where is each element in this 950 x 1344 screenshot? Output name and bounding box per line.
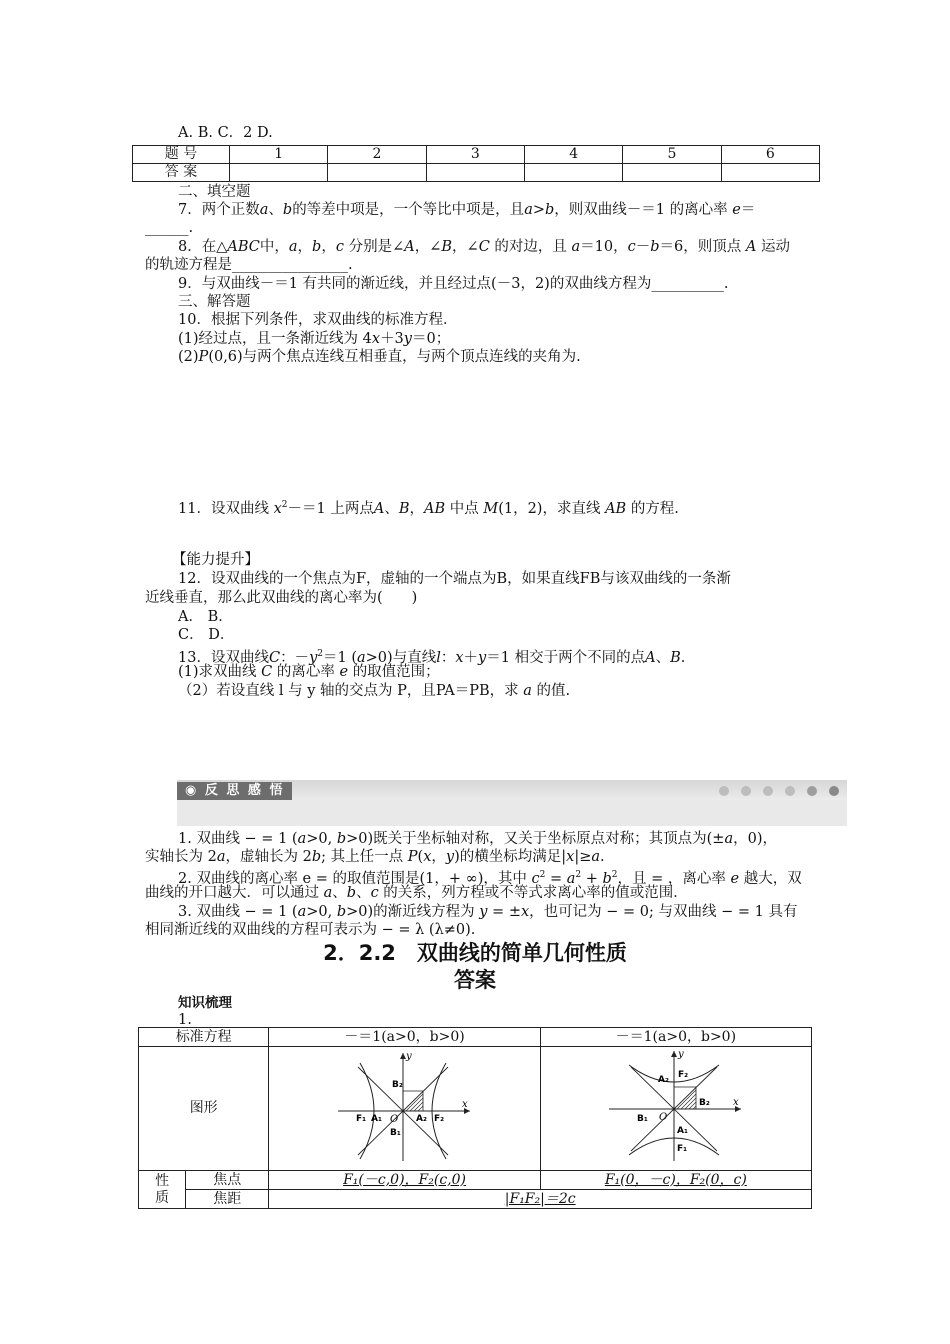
banner-dot [785,786,795,796]
q6-options: A. B. C．2 D. [178,125,273,141]
svg-text:A₁: A₁ [676,1126,688,1136]
answer-num-1: 1 [230,146,328,164]
answer-num-6: 6 [721,146,819,164]
q7-blank: ______. [145,220,194,236]
answer-table [132,145,820,182]
q10-part1: (1)经过点，且一条渐近线为 4x＋3y＝0； [178,331,451,347]
banner-label: ◉ 反 思 感 悟 [177,782,292,800]
q10-part2: (2)P(0,6)与两个焦点连线互相垂直，与两个顶点连线的夹角为. [178,349,581,365]
graph-vertical-cell [540,1047,811,1171]
hyperbola-horizontal-figure [330,1047,480,1165]
q10-stem: 10．根据下列条件，求双曲线的标准方程． [178,312,458,328]
std-eq-header: 标准方程 [139,1028,269,1047]
section-fill-blank: 二、填空题 [178,184,251,200]
svg-text:B₁: B₁ [389,1128,401,1138]
answer-table-header: 题 号 [133,146,230,164]
property-label: 性 质 [139,1171,186,1209]
q11: 11．设双曲线 $x^2-=1$ 上两点A、B，AB 中点 M(1，2)，求直线 AB 的方程. [178,500,679,517]
svg-text:F₁: F₁ [355,1114,366,1124]
answer-row-label: 答 案 [133,164,230,182]
banner-dot [741,786,751,796]
std-eq-horizontal: －＝1(a>0，b>0) [269,1028,540,1047]
graph-horizontal-cell [269,1047,540,1171]
banner-dot [829,786,839,796]
focus-label: 焦点 [186,1171,269,1190]
answer-num-4: 4 [524,146,622,164]
svg-text:B₁: B₁ [636,1114,648,1124]
svg-text:x: x [732,1097,739,1108]
item-1: 1. [178,1012,192,1028]
properties-table [138,1027,812,1209]
section-title: 2．2.2 双曲线的简单几何性质 [323,941,627,965]
banner-dot [763,786,773,796]
answer-num-3: 3 [426,146,524,164]
q13-part1: (1)求双曲线 C 的离心率 e 的取值范围； [178,664,440,680]
q12-options-cd: C． D． [178,627,235,643]
svg-text:A₂: A₂ [415,1114,427,1124]
q9: 9．与双曲线－＝1 有共同的渐近线，并且经过点(－3，2)的双曲线方程为__________. [178,276,729,292]
reflect-2-line1: 2. 双曲线的离心率 e = 的取值范围是(1，+ ∞)，其中 $c^2 = a^2 + b^2$，且 = ，离心率 e 越大，双 [178,870,802,887]
answer-cell[interactable] [328,164,426,182]
svg-text:F₂: F₂ [677,1070,688,1080]
reflect-3-line1: 3. 双曲线 − = 1 (a>0, b>0)的渐近线方程为 y = ±x，也可记为 − = 0; 与双曲线 − = 1 具有 [178,904,798,920]
svg-text:B₂: B₂ [698,1098,710,1108]
reflect-1-line1: 1. 双曲线 − = 1 (a>0, b>0)既关于坐标轴对称，又关于坐标原点对称；其顶点为(±a，0)， [178,831,777,847]
q7-line1: 7．两个正数a、b的等差中项是，一个等比中项是，且a>b，则双曲线－＝1 的离心率 e＝ [178,202,756,218]
banner-dot [719,786,729,796]
answer-cell[interactable] [623,164,721,182]
answer-cell[interactable] [426,164,524,182]
reflect-2-line2: 曲线的开口越大．可以通过 a、b、c 的关系，列方程或不等式求离心率的值或范围． [145,885,688,901]
banner-dot [807,786,817,796]
q12-line1: 12．设双曲线的一个焦点为F，虚轴的一个端点为B，如果直线FB与该双曲线的一条渐 [178,571,731,587]
svg-text:F₁: F₁ [676,1144,687,1154]
q12-line2: 近线垂直，那么此双曲线的离心率为( ) [145,590,418,606]
answer-num-2: 2 [328,146,426,164]
std-eq-vertical: －＝1(a>0，b>0) [540,1028,811,1047]
graph-header: 图形 [139,1047,269,1171]
svg-text:y: y [405,1051,412,1062]
q8-line2: 的轨迹方程是________________. [145,257,353,273]
reflection-banner [177,780,847,826]
section-subtitle: 答案 [454,968,496,992]
q13-part2: （2）若设直线 l 与 y 轴的交点为 P，且PA＝PB，求 a 的值. [178,683,571,699]
svg-text:y: y [677,1049,684,1060]
section-solve: 三、解答题 [178,294,251,310]
answer-cell[interactable] [524,164,622,182]
ability-heading: 【能力提升】 [172,552,259,568]
svg-text:x: x [461,1099,468,1110]
answer-num-5: 5 [623,146,721,164]
focus-vertical: F₁(0，－c)，F₂(0，c) [540,1171,811,1190]
knowledge-heading: 知识梳理 [178,995,232,1011]
answer-cell[interactable] [721,164,819,182]
svg-text:A₁: A₁ [370,1114,382,1124]
reflect-3-line2: 相同渐近线的双曲线的方程可表示为 − = λ (λ≠0). [145,922,476,938]
svg-text:O: O [389,1114,398,1125]
reflect-1-line2: 实轴长为 2a，虚轴长为 2b; 其上任一点 P(x，y)的横坐标均满足|x|≥a. [145,849,605,865]
svg-text:F₂: F₂ [433,1114,444,1124]
svg-text:O: O [658,1112,668,1123]
svg-text:A₂: A₂ [657,1075,669,1085]
focus-horizontal: F₁(－c,0)，F₂(c,0) [269,1171,540,1190]
answer-cell[interactable] [230,164,328,182]
svg-text:B₂: B₂ [391,1080,403,1090]
focal-distance-value: |F₁F₂|＝2c [269,1190,812,1209]
q13-stem: 13．设双曲线C：$-y^2=1$ (a>0)与直线l：x＋y＝1 相交于两个不同的点A、B. [178,649,686,666]
focal-distance-label: 焦距 [186,1190,269,1209]
q12-options-ab: A． B． [178,609,233,625]
hyperbola-vertical-figure [601,1047,751,1165]
q8-line1: 8．在△ABC中，a，b，c 分别是∠A，∠B，∠C 的对边，且 a＝10，c－b＝6，则顶点 A 运动 [178,239,790,255]
